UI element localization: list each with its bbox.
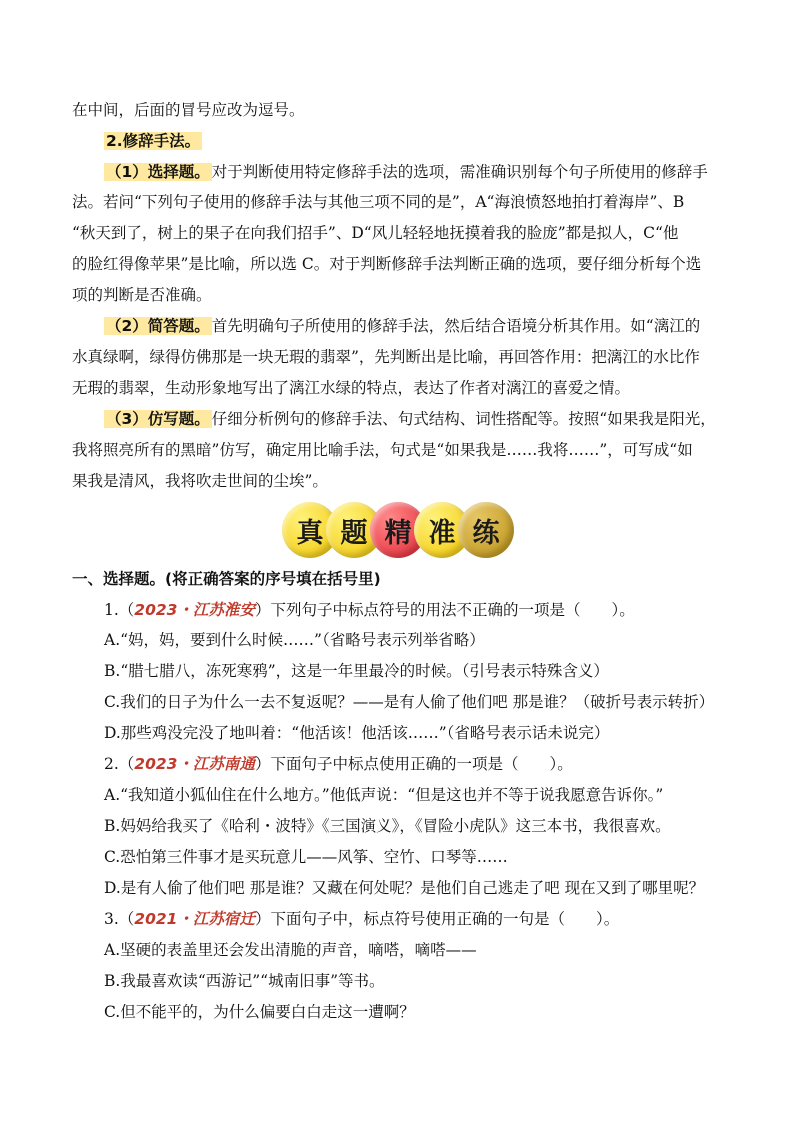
- imitate-label: （3）仿写题。: [106, 410, 210, 428]
- banner-char-5: 练: [458, 502, 514, 558]
- question-1-prefix: 1.（: [104, 601, 135, 619]
- imitate-line-3: 果我是清风，我将吹走世间的尘埃”。: [72, 472, 328, 490]
- short-line-2: 水真绿啊，绿得仿佛那是一块无瑕的翡翠”，先判断出是比喻，再回答作用：把漓江的水比作: [72, 348, 700, 366]
- question-2-option-a: A.“我知道小狐仙住在什么地方。”他低声说：“但是这也并不等于说我愿意告诉你。”: [104, 786, 664, 804]
- short-line-3: 无瑕的翡翠，生动形象地写出了漓江水绿的特点，表达了作者对漓江的喜爱之情。: [72, 379, 631, 397]
- choice-line-1: [104, 159, 764, 185]
- imitate-line-1: [104, 406, 764, 432]
- choice-line-5: 项的判断是否准确。: [72, 286, 212, 304]
- question-1-option-d: D.那些鸡没完没了地叫着：“他活该！他活该……”（省略号表示话未说完）: [104, 724, 610, 742]
- banner-char-2: 题: [326, 502, 382, 558]
- choice-text-1: 对于判断使用特定修辞手法的选项，需准确识别每个句子所使用的修辞手: [211, 163, 708, 181]
- rhetoric-heading: [104, 128, 764, 154]
- question-3-option-b: B.我最喜欢读“西游记”“城南旧事”等书。: [104, 972, 385, 990]
- question-3-text: ）下面句子中，标点符号使用正确的一句是（ ）。: [254, 910, 620, 928]
- question-1-option-a: A.“妈，妈，要到什么时候……”（省略号表示列举省略）: [104, 631, 485, 649]
- question-1-text: ）下列句子中标点符号的用法不正确的一项是（ ）。: [254, 601, 635, 619]
- question-2-source: 2023・江苏南通: [134, 755, 255, 773]
- question-2-option-c: C.恐怕第三件事才是买玩意儿——风筝、空竹、口琴等……: [104, 848, 508, 866]
- intro-line: 在中间，后面的冒号应改为逗号。: [72, 101, 305, 119]
- question-1-option-b: B.“腊七腊八，冻死寒鸦”，这是一年里最冷的时候。（引号表示特殊含义）: [104, 662, 609, 680]
- question-2-option-d: D.是有人偷了他们吧 那是谁？又藏在何处呢？是他们自己逃走了吧 现在又到了哪里呢？: [104, 879, 705, 897]
- question-3-option-c: C.但不能平的，为什么偏要白白走这一遭啊？: [104, 1003, 415, 1021]
- question-3-option-a: A.坚硬的表盖里还会发出清脆的声音，嘀嗒，嘀嗒——: [104, 941, 477, 959]
- practice-banner: [282, 502, 512, 558]
- question-3-source: 2021・江苏宿迁: [134, 910, 255, 928]
- question-2-text: ）下面句子中标点使用正确的一项是（ ）。: [254, 755, 573, 773]
- imitate-line-2: 我将照亮所有的黑暗”仿写，确定用比喻手法，句式是“如果我是……我将……”，可写成“如: [72, 441, 693, 459]
- question-2-stem: [104, 751, 764, 777]
- choice-line-3: “秋天到了，树上的果子在向我们招手”、D“风儿轻轻地抚摸着我的脸庞”都是拟人，C“他: [72, 224, 679, 242]
- question-1-stem: [104, 597, 764, 623]
- question-2-option-b: B.妈妈给我买了《哈利・波特》《三国演义》，《冒险小虎队》这三本书，我很喜欢。: [104, 817, 671, 835]
- imitate-text-1: 仔细分析例句的修辞手法、句式结构、词性搭配等。按照“如果我是阳光，: [211, 410, 716, 428]
- question-1-option-c: C.我们的日子为什么一去不复返呢？——是有人偷了他们吧 那是谁？（破折号表示转折）: [104, 693, 715, 711]
- question-3-stem: [104, 906, 764, 932]
- section-heading: 一、选择题。(将正确答案的序号填在括号里): [72, 570, 381, 588]
- banner-char-4: 准: [414, 502, 470, 558]
- choice-line-2: 法。若问“下列句子使用的修辞手法与其他三项不同的是”，A“海浪愤怒地拍打着海岸”、B: [72, 193, 685, 211]
- short-label: （2）简答题。: [106, 317, 210, 335]
- short-text-1: 首先明确句子所使用的修辞手法，然后结合语境分析其作用。如“漓江的: [211, 317, 701, 335]
- question-1-source: 2023・江苏淮安: [134, 601, 255, 619]
- choice-line-4: 的脸红得像苹果”是比喻，所以选 C。对于判断修辞手法判断正确的选项，要仔细分析每个选: [72, 255, 702, 273]
- question-2-prefix: 2.（: [104, 755, 135, 773]
- question-3-prefix: 3.（: [104, 910, 135, 928]
- banner-char-1: 真: [282, 502, 338, 558]
- banner-char-3: 精: [370, 502, 426, 558]
- short-line-1: [104, 313, 764, 339]
- rhetoric-heading-text: 2.修辞手法。: [106, 132, 201, 150]
- choice-label: （1）选择题。: [106, 163, 210, 181]
